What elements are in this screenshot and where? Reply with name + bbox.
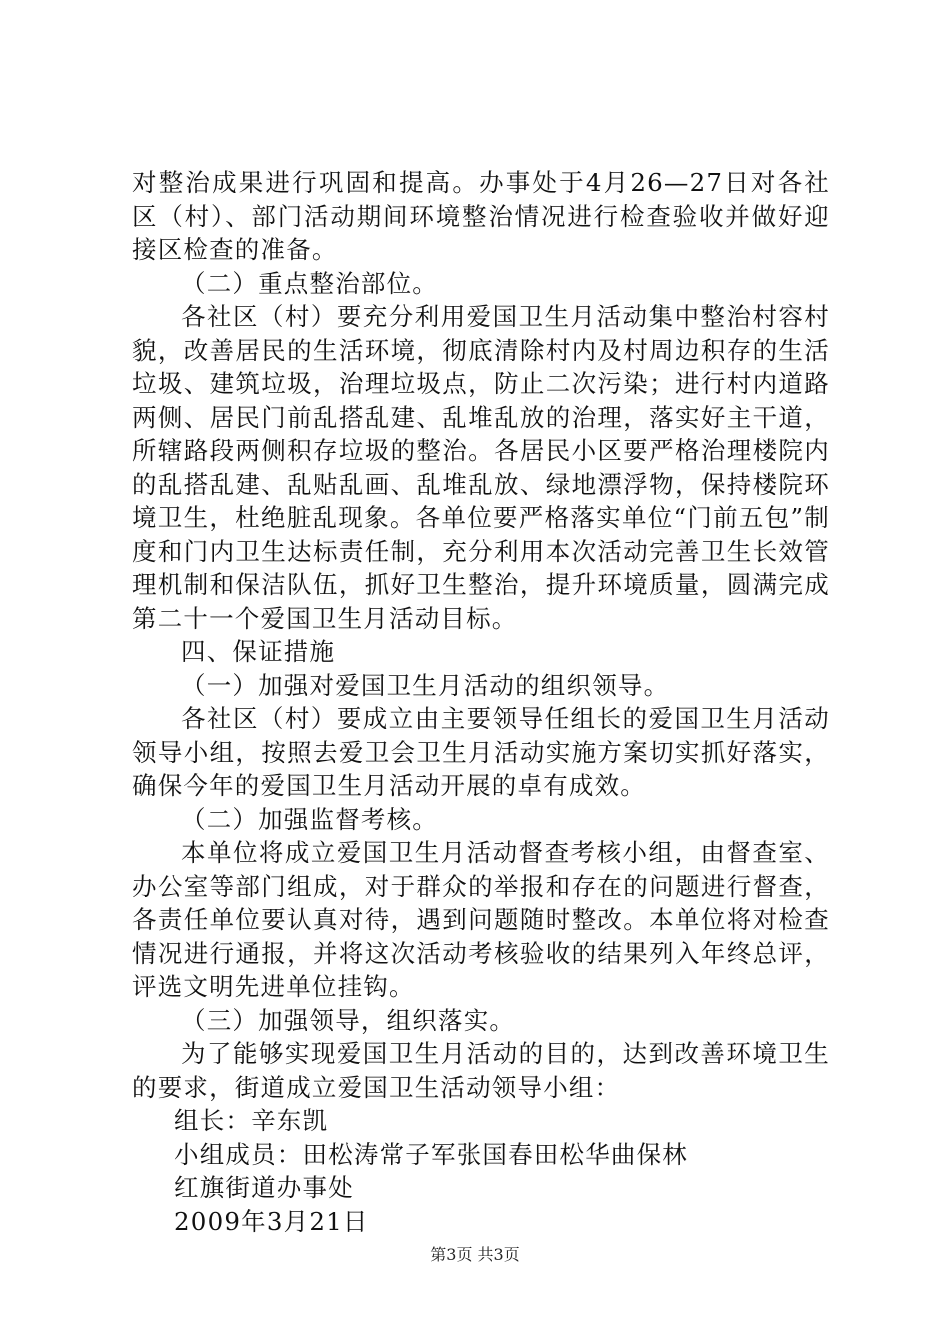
paragraph-1: 对整治成果进行巩固和提高。办事处于4月26—27日对各社区（村）、部门活动期间环境整治情况进行检查验收并做好迎接区检查的准备。 (132, 168, 830, 264)
paragraph-leadership: 为了能够实现爱国卫生月活动的目的，达到改善环境卫生的要求，街道成立爱国卫生活动领导小组： (132, 1039, 830, 1102)
paragraph-organization: 各社区（村）要成立由主要领导任组长的爱国卫生月活动领导小组，按照去爱卫会卫生月活动实施方案切实抓好落实，确保今年的爱国卫生月活动开展的卓有成效。 (132, 704, 830, 800)
page-number-footer: 第3页 共3页 (430, 1245, 520, 1264)
group-members: 小组成员：田松涛常子军张国春田松华曲保林 (174, 1139, 688, 1169)
subheading-leadership: （三）加强领导，组织落实。 (181, 1005, 516, 1035)
section-heading-key-areas: （二）重点整治部位。 (181, 268, 438, 298)
group-leader: 组长：辛东凯 (174, 1106, 329, 1135)
section-heading-measures: 四、保证措施 (181, 637, 336, 666)
paragraph-key-areas: 各社区（村）要充分利用爱国卫生月活动集中整治村容村貌，改善居民的生活环境，彻底清除村内及村周边积存的生活垃圾、建筑垃圾，治理垃圾点，防止二次污染；进行村内道路两侧、居民门前乱搭乱建、乱堆乱放的治理，落实好主干道，所辖路段两侧积存垃圾的整治。各居民小区要严格治理楼院内的乱搭乱建、乱贴乱画、乱堆乱放、绿地漂浮物，保持楼院环境卫生，杜绝脏乱现象。各单位要严格落实单位“门前五包”制度和门内卫生达标责任制，充分利用本次活动完善卫生长效管理机制和保洁队伍，抓好卫生整治，提升环境质量，圆满完成第二十一个爱国卫生月活动目标。 (132, 302, 830, 633)
issuing-office: 红旗街道办事处 (174, 1173, 354, 1202)
document-body (132, 166, 830, 1238)
issue-date: 2009年3月21日 (174, 1206, 369, 1236)
subheading-supervision: （二）加强监督考核。 (181, 804, 438, 834)
paragraph-supervision: 本单位将成立爱国卫生月活动督查考核小组，由督查室、办公室等部门组成，对于群众的举报和存在的问题进行督查，各责任单位要认真对待，遇到问题随时整改。本单位将对检查情况进行通报，并将这次活动考核验收的结果列入年终总评，评选文明先进单位挂钩。 (132, 838, 830, 1001)
subheading-organization: （一）加强对爱国卫生月活动的组织领导。 (181, 670, 670, 700)
